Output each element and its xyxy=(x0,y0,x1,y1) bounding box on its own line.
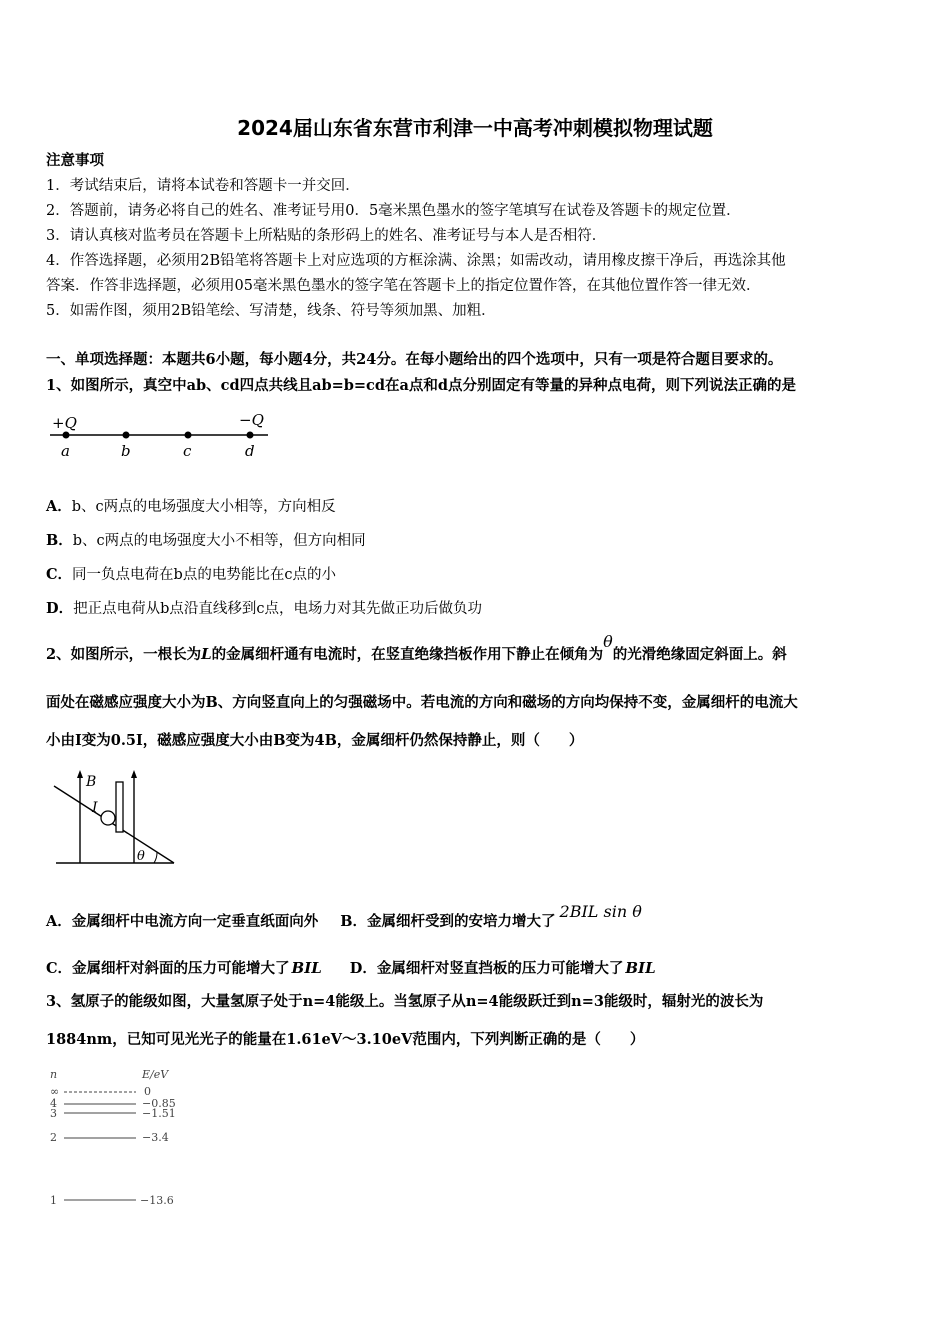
level-e-2: −3.4 xyxy=(142,1131,169,1144)
q2-options-row2 xyxy=(46,958,656,979)
minus-q-label: −Q xyxy=(239,411,264,429)
metal-rod xyxy=(101,811,115,825)
angle-arc xyxy=(154,852,157,863)
incline-line xyxy=(54,786,174,863)
q2-options-row1 xyxy=(46,902,642,932)
q2-option-c[interactable]: C．金属细杆对斜面的压力可能增大了 BIL xyxy=(46,959,322,977)
notice-item: 1．考试结束后，请将本试卷和答题卡一并交回． xyxy=(46,178,360,194)
notice-item: 3．请认真核对监考员在答题卡上所粘贴的条形码上的姓名、准考证号与本人是否相符． xyxy=(46,228,607,244)
q1-stem: 1、如图所示，真空中ab、cd四点共线且ab=b=cd在a点和d点分别固定有等量的异种点电荷，则下列说法正确的是 xyxy=(46,377,797,394)
n-axis-label: n xyxy=(50,1068,58,1081)
b-label: B xyxy=(86,774,97,790)
notice-item: 答案．作答非选择题，必须用05毫米黑色墨水的签字笔在答题卡上的指定位置作答，在其他位置作答一律无效． xyxy=(46,278,761,294)
plus-q-label: +Q xyxy=(52,414,77,432)
notice-item: 5．如需作图，须用2B铅笔绘、写清楚，线条、符号等须加黑、加粗． xyxy=(46,303,496,319)
q1-option-d[interactable]: D．把正点电荷从b点沿直线移到c点，电场力对其先做正功后做负功 xyxy=(46,600,482,617)
q1-option-a[interactable]: A．b、c两点的电场强度大小相等，方向相反 xyxy=(46,498,336,515)
level-n-1: 1 xyxy=(50,1194,57,1207)
level-e-1: −13.6 xyxy=(140,1194,174,1207)
page-title: 2024届山东省东营市利津一中高考冲刺模拟物理试题 xyxy=(237,116,713,140)
q2-option-d[interactable]: D．金属细杆对竖直挡板的压力可能增大了 BIL xyxy=(349,959,656,977)
section-heading: 一、单项选择题：本题共6小题，每小题4分，共24分。在每小题给出的四个选项中，只有一项是符合题目要求的。 xyxy=(46,351,783,368)
point-d xyxy=(247,432,254,439)
i-label: I xyxy=(92,800,98,816)
label-b: b xyxy=(121,442,131,460)
point-c xyxy=(185,432,192,439)
label-a: a xyxy=(61,442,70,460)
q2-option-b-formula: 2BIL sin θ xyxy=(559,902,642,921)
level-e-3: −1.51 xyxy=(142,1107,176,1120)
baffle-plate xyxy=(116,782,123,832)
notice-item: 4．作答选择题，必须用2B铅笔将答题卡上对应选项的方框涂满、涂黑；如需改动，请用橡皮擦干净后，再选涂其他 xyxy=(46,253,786,269)
label-d: d xyxy=(245,442,255,460)
e-axis-label: E/eV xyxy=(142,1068,169,1081)
q2-stem-line2: 面处在磁感应强度大小为B、方向竖直向上的匀强磁场中。若电流的方向和磁场的方向均保持不变，金属细杆的电流大 xyxy=(46,694,798,711)
q2-stem-line1: 2、如图所示，一根长为L的金属细杆通有电流时，在竖直绝缘挡板作用下静止在倾角为θ的光滑绝缘固定斜面上。斜 xyxy=(46,632,787,663)
label-c: c xyxy=(183,442,192,460)
level-e-4: −0.85 xyxy=(142,1097,176,1110)
theta-label: θ xyxy=(137,849,145,864)
q1-charge-line-diagram xyxy=(46,408,276,464)
point-a xyxy=(63,432,70,439)
q2-incline-diagram xyxy=(46,768,182,868)
q1-option-c[interactable]: C．同一负点电荷在b点的电势能比在c点的小 xyxy=(46,566,336,583)
level-e-inf: 0 xyxy=(144,1085,151,1098)
level-n-2: 2 xyxy=(50,1131,57,1144)
q3-stem-line2: 1884nm，已知可见光光子的能量在1.61eV～3.10eV范围内，下列判断正确的是（ ） xyxy=(46,1031,645,1048)
point-b xyxy=(123,432,130,439)
q2-stem-line3: 小由I变为0.5I，磁感应强度大小由B变为4B，金属细杆仍然保持静止，则（ ） xyxy=(46,732,584,749)
notice-item: 2．答题前，请务必将自己的姓名、准考证号用0．5毫米黑色墨水的签字笔填写在试卷及答题卡的规定位置． xyxy=(46,203,741,219)
arrow-head-right xyxy=(131,770,137,778)
level-n-4: 4 xyxy=(50,1097,57,1110)
q2-option-b[interactable]: B．金属细杆受到的安培力增大了 xyxy=(340,913,556,930)
level-n-3: 3 xyxy=(50,1107,57,1120)
arrow-head-left xyxy=(77,770,83,778)
q3-energy-level-diagram xyxy=(46,1066,196,1214)
q3-stem-line1: 3、氢原子的能级如图，大量氢原子处于n=4能级上。当氢原子从n=4能级跃迁到n=3能级时，辐射光的波长为 xyxy=(46,993,764,1010)
notice-heading: 注意事项 xyxy=(46,153,104,169)
q2-option-a[interactable]: A．金属细杆中电流方向一定垂直纸面向外 xyxy=(46,913,319,930)
q1-option-b[interactable]: B．b、c两点的电场强度大小不相等，但方向相同 xyxy=(46,532,366,549)
level-n-inf: ∞ xyxy=(50,1085,60,1098)
